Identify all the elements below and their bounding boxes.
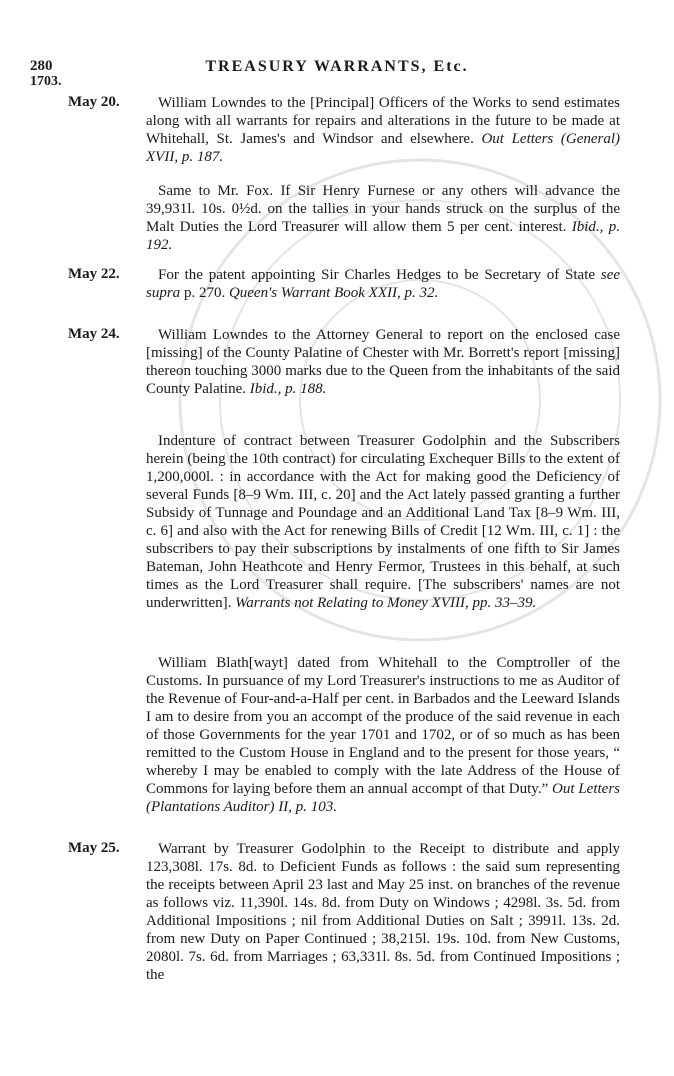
entry-body: For the patent appointing Sir Charles Hedges to be Secretary of State bbox=[158, 267, 596, 283]
entry-date: May 25. bbox=[68, 840, 120, 856]
entry-reference: Ibid., p. 188. bbox=[249, 381, 327, 397]
entry-date: May 20. bbox=[68, 94, 120, 110]
year-label: 1703. bbox=[30, 74, 62, 89]
entry-body: William Lowndes to the [Principal] Officers of the Works to send estimates along with all warrants for repairs and alterations in the future to be made at Whitehall, St. James's and Windsor and elsewhere. bbox=[146, 95, 620, 147]
entry-text bbox=[146, 432, 620, 612]
entry-body-after: p. 270. bbox=[183, 285, 226, 301]
entry-body: Indenture of contract between Treasurer Godolphin and the Subscribers herein (being the 10th contract) for circulating Exchequer Bills to the extent of 1,200,000l. : in accordance with the Act for making good the Deficiency of several Funds [8–9 Wm. III, c. 20] and the Act lately passed granting a further Subsidy of Tunnage and Poundage and an Additional Land Tax [8–9 Wm. III, c. 6] and also with the Act for renewing Bills of Credit [12 Wm. III, c. 1] : the subscribers to pay their subscriptions by instalments of one fifth to Sir James Bateman, John Heathcote and Henry Fermor, Trustees in this behalf, at such times as the Lord Treasurer shall require. [The subscribers' names are not underwritten]. bbox=[146, 433, 620, 611]
entry-reference: Warrants not Relating to Money XVIII, pp. 33–39. bbox=[235, 595, 537, 611]
entry-date: May 24. bbox=[68, 326, 120, 342]
entry-date: May 22. bbox=[68, 266, 120, 282]
entry-body: Same to Mr. Fox. If Sir Henry Furnese or any others will advance the 39,931l. 10s. 0½d. on the tallies in your hands struck on the surplus of the Malt Duties the Lord Treasurer will allow them 5 per cent. interest. bbox=[146, 183, 620, 235]
entry-text bbox=[146, 266, 620, 302]
entry-body: William Blath[wayt] dated from Whitehall to the Comptroller of the Customs. In pursuance of my Lord Treasurer's instructions to me as Auditor of the Revenue of Four-and-a-Half per cent. in Barbados and the Leeward Islands I am to desire from you an accompt of the produce of the said revenue in each of those Governments for the year 1701 and 1702, or of so much as has been remitted to the Custom House in England and to the present for those years, “ whereby I may be enabled to comply with the late Address of the House of Commons for laying before them an annual accompt of that Duty.” bbox=[146, 655, 620, 797]
entry-text bbox=[146, 94, 620, 166]
entry-text bbox=[146, 326, 620, 398]
entry-text bbox=[146, 654, 620, 816]
entry-text bbox=[146, 840, 620, 984]
entry-body: Warrant by Treasurer Godolphin to the Receipt to distribute and apply 123,308l. 17s. 8d. to Deficient Funds as follows : the said sum representing the receipts between April 23 last and May 25 inst. on branches of the revenue as follows viz. 11,390l. 14s. 8d. from Duty on Windows ; 4298l. 3s. 5d. from Additional Impositions ; nil from Additional Duties on Salt ; 3991l. 13s. 2d. from new Duty on Paper Continued ; 38,215l. 19s. 10d. from New Customs, 2080l. 7s. 6d. from Marriages ; 63,331l. 8s. 5d. from Continued Impositions ; the bbox=[146, 841, 620, 983]
entry-reference: Out Letters (General) XVII, p. 187. bbox=[146, 131, 621, 165]
entry-reference: Ibid., p. 192. bbox=[146, 219, 621, 253]
entry-reference: Out Letters (Plantations Auditor) II, p. 103. bbox=[146, 781, 620, 815]
entry-reference: Queen's Warrant Book XXII, p. 32. bbox=[228, 285, 439, 301]
entry-text bbox=[146, 182, 620, 254]
running-head: TREASURY WARRANTS, Etc. bbox=[205, 58, 469, 75]
entry-body-italic: see supra bbox=[146, 267, 621, 301]
entry-body: William Lowndes to the Attorney General to report on the enclosed case [missing] of the County Palatine of Chester with Mr. Borrett's report [missing] thereon touching 3000 marks due to the Queen from the inhabitants of the said County Palatine. bbox=[146, 327, 620, 397]
page-number: 280 bbox=[30, 58, 53, 74]
